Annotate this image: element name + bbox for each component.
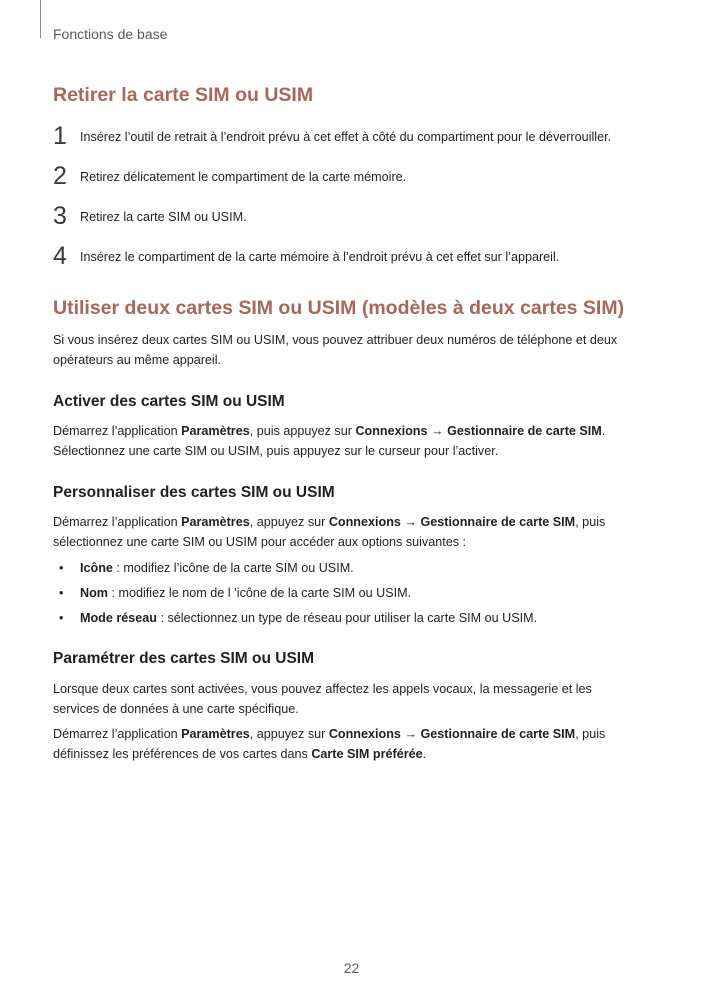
activate-paragraph [53, 421, 605, 461]
step-number: 4 [53, 242, 67, 270]
step-number: 3 [53, 202, 67, 230]
text-run: définissez les préférences de vos cartes dans [53, 747, 312, 761]
text-run: Démarrez l’application [53, 515, 182, 529]
configure-paragraph-1 [53, 679, 592, 719]
arrow-separator: → [427, 424, 448, 438]
text-run: , appuyez sur [249, 515, 329, 529]
customize-line-2: sélectionnez une carte SIM ou USIM pour accéder aux options suivantes : [53, 535, 467, 549]
section-title-dual-sim: Utiliser deux cartes SIM ou USIM (modèles à deux cartes SIM) [53, 297, 625, 319]
step-number: 1 [53, 122, 67, 150]
step-4 [53, 242, 673, 270]
text-run: Démarrez l’application [53, 424, 182, 438]
configure-p1-line-2: services de données à une carte spécifique. [53, 702, 299, 716]
preferred-sim-label: Carte SIM préférée [311, 747, 423, 761]
configure-paragraph-2 [53, 724, 605, 764]
option-network-mode [59, 611, 537, 625]
section-title-remove-sim: Retirer la carte SIM ou USIM [53, 84, 314, 106]
sim-manager-label: Gestionnaire de carte SIM [447, 424, 602, 438]
running-header: Fonctions de base [53, 26, 168, 42]
step-number: 2 [53, 162, 67, 190]
intro-line-2: opérateurs au même appareil. [53, 353, 222, 367]
header-margin-rule [40, 0, 41, 38]
activate-line-2: Sélectionnez une carte SIM ou USIM, puis appuyez sur le curseur pour l’activer. [53, 444, 499, 458]
connections-label: Connexions [328, 727, 401, 741]
bullet-dot: • [59, 611, 64, 625]
option-term: Mode réseau [80, 611, 157, 625]
step-text: Insérez l’outil de retrait à l’endroit prévu à cet effet à côté du compartiment pour le déverrouiller. [80, 130, 612, 144]
option-name [59, 586, 411, 600]
arrow-separator: → [400, 727, 421, 741]
subsection-title-activate: Activer des cartes SIM ou USIM [53, 393, 285, 410]
intro-line-1: Si vous insérez deux cartes SIM ou USIM, vous pouvez attribuer deux numéros de téléphone et deux [53, 333, 618, 347]
step-text: Retirez la carte SIM ou USIM. [80, 210, 247, 224]
subsection-title-configure: Paramétrer des cartes SIM ou USIM [53, 650, 315, 667]
dual-sim-intro [53, 330, 617, 370]
settings-app-name: Paramètres [181, 424, 250, 438]
option-term: Nom [80, 586, 108, 600]
connections-label: Connexions [355, 424, 428, 438]
customize-paragraph [53, 512, 605, 552]
option-description: : modifiez le nom de l ’icône de la carte SIM ou USIM. [108, 586, 412, 600]
option-description: : sélectionnez un type de réseau pour utiliser la carte SIM ou USIM. [157, 611, 538, 625]
settings-app-name: Paramètres [181, 727, 250, 741]
option-description: : modifiez l’icône de la carte SIM ou USIM. [112, 561, 354, 575]
bullet-dot: • [59, 561, 64, 575]
text-run: , puis [575, 515, 606, 529]
text-run: . [422, 747, 427, 761]
option-term: Icône [80, 561, 113, 575]
step-text: Retirez délicatement le compartiment de la carte mémoire. [80, 170, 407, 184]
arrow-separator: → [400, 515, 421, 529]
bullet-dot: • [59, 586, 64, 600]
connections-label: Connexions [328, 515, 401, 529]
configure-p1-line-1: Lorsque deux cartes sont activées, vous pouvez affectez les appels vocaux, la messagerie et les [53, 682, 592, 696]
step-text: Insérez le compartiment de la carte mémoire à l’endroit prévu à cet effet sur l’appareil. [80, 250, 560, 264]
page-number: 22 [343, 960, 360, 976]
step-3 [53, 202, 673, 230]
text-run: , appuyez sur [249, 727, 329, 741]
step-2 [53, 162, 673, 190]
settings-app-name: Paramètres [181, 515, 250, 529]
subsection-title-customize: Personnaliser des cartes SIM ou USIM [53, 484, 335, 501]
option-icon [59, 561, 354, 575]
text-run: . [601, 424, 606, 438]
sim-manager-label: Gestionnaire de carte SIM [420, 727, 576, 741]
text-run: , puis [575, 727, 606, 741]
sim-manager-label: Gestionnaire de carte SIM [420, 515, 576, 529]
step-1 [53, 122, 673, 150]
text-run: Démarrez l’application [53, 727, 182, 741]
text-run: , puis appuyez sur [249, 424, 356, 438]
